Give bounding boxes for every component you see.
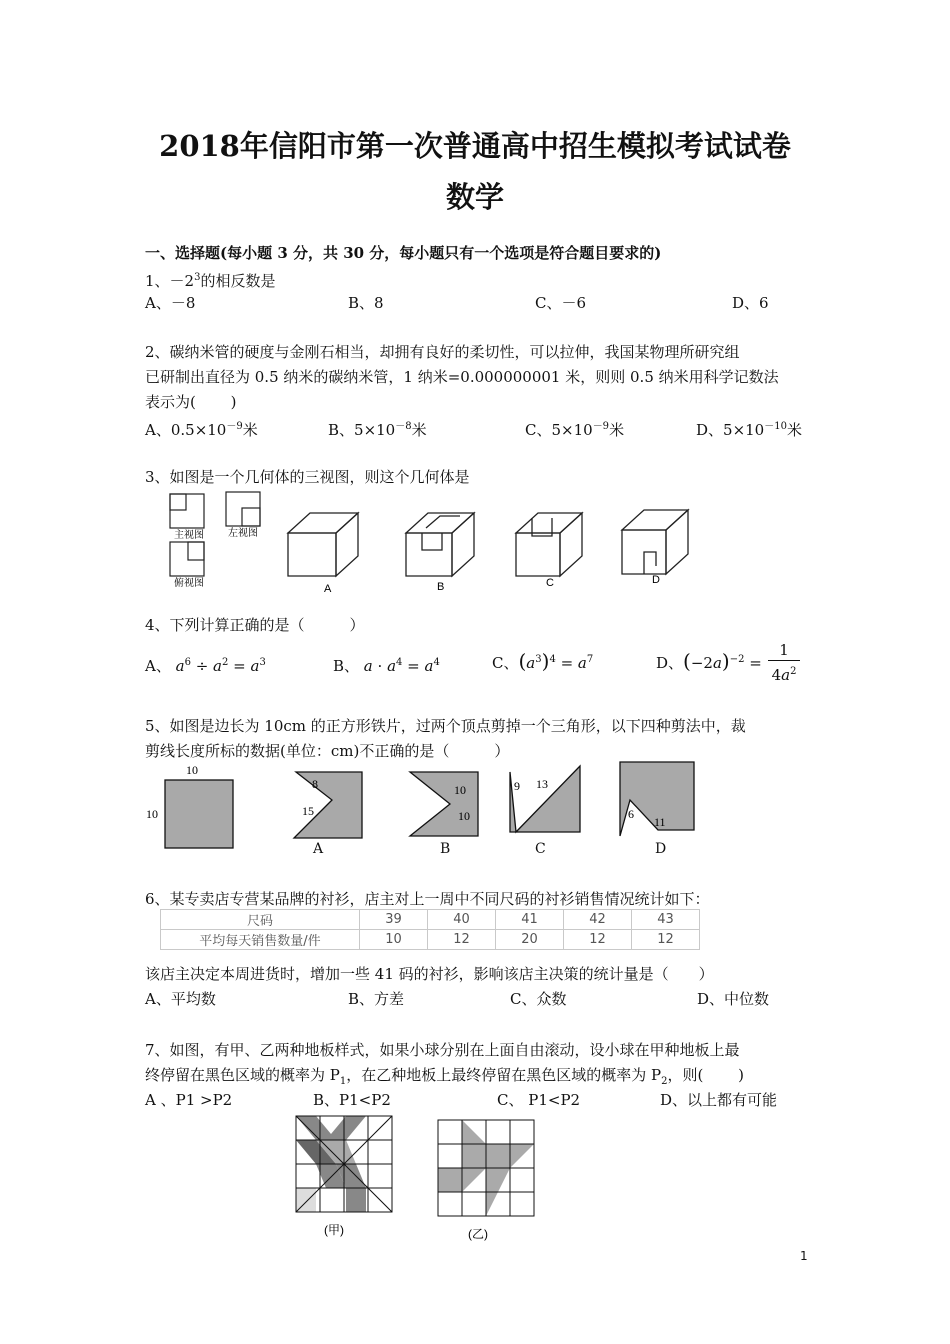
table-cell: 20 [496, 930, 564, 950]
table-cell: 43 [632, 910, 700, 930]
square-shape [165, 780, 233, 848]
a-label-2: 15 [302, 804, 314, 818]
q2-option-a: A、$0.5\times 10^{-9}$米 [145, 421, 258, 439]
q3-figure [160, 488, 700, 598]
q2-option-c: C、$5\times 10^{-9}$米 [525, 421, 625, 439]
option-a-cube [288, 513, 358, 576]
section-heading: 一、选择题(每小题 3 分，共 30 分，每小题只有一个选项是符合题目要求的) [145, 244, 662, 262]
q7-option-d: D、以上都有可能 [660, 1091, 778, 1109]
sq-label-top: 10 [186, 763, 198, 777]
q4-option-b: B、 $a \cdot a^4 = a^4$ [333, 657, 440, 675]
q6-option-d: D、中位数 [697, 990, 770, 1008]
table-cell: 12 [428, 930, 496, 950]
q1-option-c: C、－6 [535, 294, 587, 312]
q5-label-b: B [440, 841, 451, 857]
q7-figure [290, 1112, 550, 1242]
floor-yi [438, 1120, 534, 1216]
table-cell: 40 [428, 910, 496, 930]
table-cell: 尺码 [161, 910, 360, 930]
q5-label-d: D [655, 841, 667, 857]
q4-option-c: C、$(a^3)^4 = a^7$ [492, 649, 594, 673]
d-label-1: 6 [628, 807, 634, 821]
table-row [161, 910, 700, 930]
q3-label-d: D [652, 574, 660, 586]
page-title: 2018年信阳市第一次普通高中招生模拟考试试卷 [159, 129, 791, 163]
q5-line2: 剪线长度所标的数据(单位：cm)不正确的是（ ） [145, 742, 510, 760]
q1-option-a: A、－8 [145, 294, 196, 312]
table-cell: 42 [564, 910, 632, 930]
q4-fraction: 1 $4a^2$ [768, 640, 800, 686]
q6-option-b: B、方差 [348, 990, 405, 1008]
cut-c-shape [510, 766, 580, 832]
d-label-2: 11 [654, 815, 666, 829]
view-label-side: 左视图 [228, 528, 258, 539]
q3-label-a: A [324, 583, 332, 595]
table-cell: 41 [496, 910, 564, 930]
table-row [161, 930, 700, 950]
option-d-cube [622, 510, 688, 574]
floor-jia [296, 1116, 392, 1212]
c-label-2: 13 [536, 777, 548, 791]
b-label-1: 10 [454, 783, 466, 797]
q7-line2: 终停留在黑色区域的概率为 $P_1$，在乙种地板上最终停留在黑色区域的概率为 $P_2$，则( ) [145, 1066, 744, 1087]
q5-figure [140, 760, 720, 860]
q2-option-d: D、$5\times 10^{-10}$米 [696, 421, 802, 439]
q3-label-c: C [546, 577, 554, 589]
q4-option-a: A、 $a^6 \div a^2 = a^3$ [145, 657, 266, 675]
table-cell: 39 [360, 910, 428, 930]
q2-line3: 表示为( ) [145, 393, 237, 411]
b-label-2: 10 [458, 809, 470, 823]
q2-line2: 已研制出直径为 0.5 纳米的碳纳米管，1 纳米=0.000000001 米，则则 0.5 纳米用科学记数法 [145, 368, 779, 386]
table-cell: 12 [632, 930, 700, 950]
q3-stem: 3、如图是一个几何体的三视图，则这个几何体是 [145, 468, 470, 486]
q7-line1: 7、如图，有甲、乙两种地板样式，如果小球分别在上面自由滚动，设小球在甲种地板上最 [145, 1041, 740, 1059]
table-cell: 10 [360, 930, 428, 950]
q1-option-d: D、6 [732, 294, 769, 312]
cut-b-shape [410, 772, 478, 836]
page-number: 1 [800, 1249, 808, 1263]
q4-option-d: D、$(-2a)^{-2}$ = [656, 649, 762, 673]
q6-table [160, 909, 700, 950]
q1-stem: 1、$-2^3$的相反数是 [145, 272, 276, 290]
q5-line1: 5、如图是边长为 10cm 的正方形铁片，过两个顶点剪掉一个三角形，以下四种剪法中，裁 [145, 717, 746, 735]
view-label-front: 主视图 [174, 530, 204, 541]
q2-option-b: B、$5\times 10^{-8}$米 [328, 421, 427, 439]
q6-option-a: A、平均数 [145, 990, 216, 1008]
q6-stem: 6、某专卖店专营某品牌的衬衫，店主对上一周中不同尺码的衬衫销售情况统计如下： [145, 890, 710, 908]
q6-line2: 该店主决定本周进货时，增加一些 41 码的衬衫，影响该店主决策的统计量是（ ） [145, 965, 714, 983]
q7-option-c: C、 P1<P2 [497, 1091, 581, 1109]
q5-label-c: C [535, 841, 546, 857]
q2-line1: 2、碳纳米管的硬度与金刚石相当，却拥有良好的柔切性，可以拉伸，我国某物理所研究组 [145, 343, 740, 361]
q7-option-a: A 、P1 >P2 [145, 1091, 233, 1109]
page-subtitle: 数学 [445, 180, 504, 214]
c-label-1: 9 [514, 779, 520, 793]
a-label-1: 8 [312, 777, 318, 791]
view-label-top: 俯视图 [174, 578, 204, 589]
table-cell: 12 [564, 930, 632, 950]
q3-label-b: B [437, 581, 445, 593]
q1-option-b: B、8 [348, 294, 384, 312]
label-yi: (乙) [468, 1227, 488, 1241]
option-c-cube [516, 513, 582, 576]
q7-option-b: B、P1<P2 [313, 1091, 391, 1109]
option-b-cube [406, 513, 474, 576]
q6-option-c: C、众数 [510, 990, 567, 1008]
table-cell: 平均每天销售数量/件 [161, 930, 360, 950]
q4-stem: 4、下列计算正确的是（ ） [145, 616, 365, 634]
label-jia: (甲) [324, 1223, 344, 1237]
sq-label-left: 10 [146, 807, 158, 821]
q5-label-a: A [313, 841, 324, 857]
